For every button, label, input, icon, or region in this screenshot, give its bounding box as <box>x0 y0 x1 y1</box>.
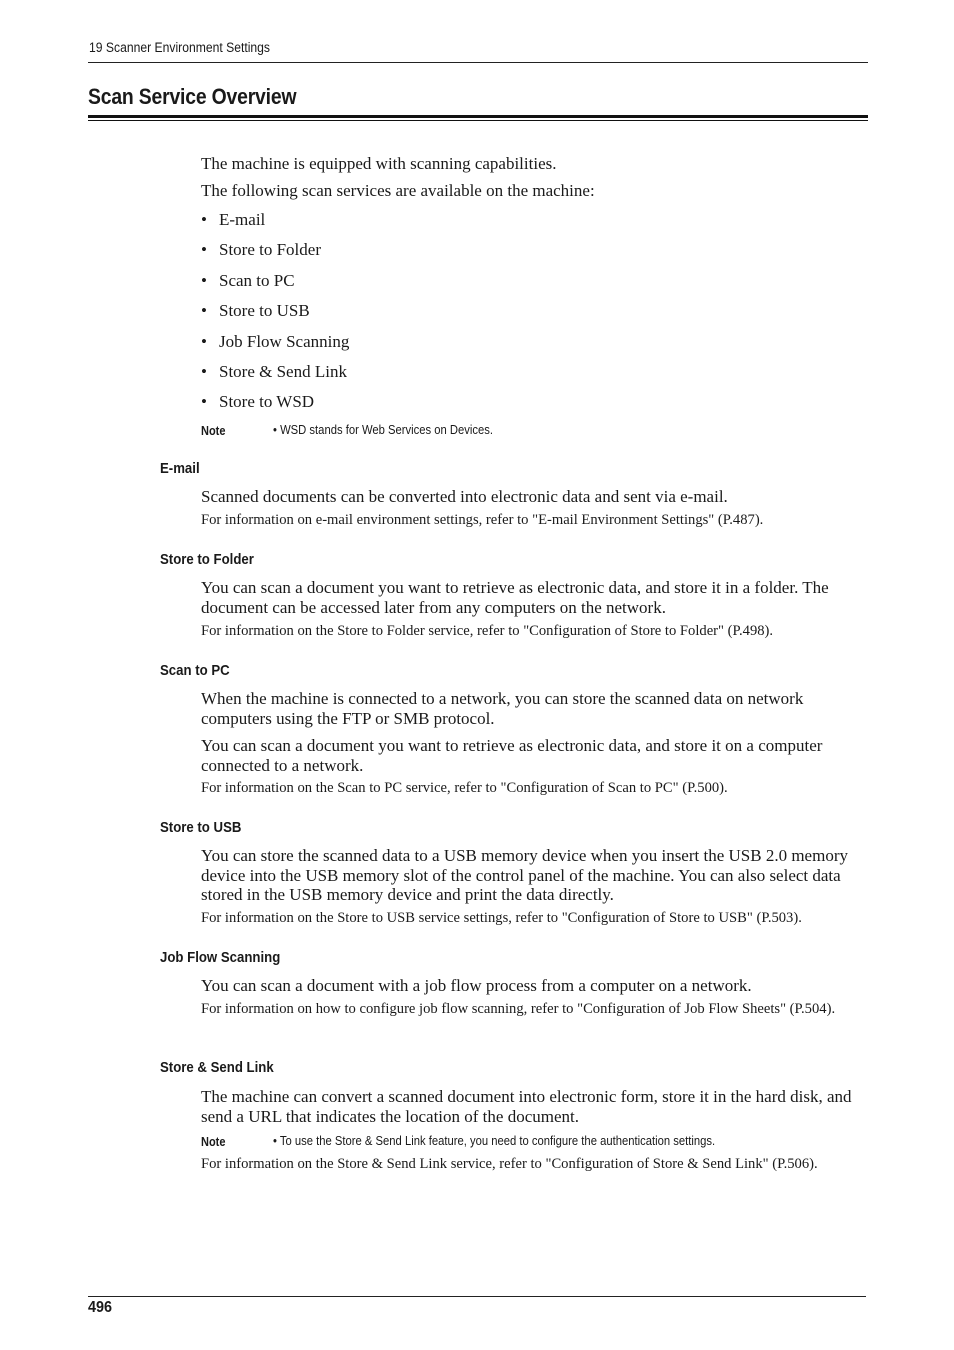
title-rule-thick <box>88 115 868 118</box>
email-body: Scanned documents can be converted into electronic data and sent via e-mail. <box>201 487 728 506</box>
running-head: 19 Scanner Environment Settings <box>89 40 271 55</box>
service-item-label: Store & Send Link <box>219 362 347 381</box>
job-flow-body: You can scan a document with a job flow process from a computer on a network. <box>201 976 752 995</box>
section-heading-scan-to-pc: Scan to PC <box>160 662 230 679</box>
service-list-item <box>201 240 321 260</box>
service-item-label: Store to WSD <box>219 392 315 411</box>
scan-to-pc-reference: For information on the Scan to PC service, refer to "Configuration of Scan to PC" (P.500). <box>201 780 728 796</box>
service-list-item <box>201 362 347 382</box>
service-list-item <box>201 210 265 230</box>
bullet-glyph: • <box>201 392 207 411</box>
store-to-usb-body: You can store the scanned data to a USB memory device when you insert the USB 2.0 memory device into the USB memory slot of the control panel of the machine. You can also select data stored in the USB memory device and print the data directly. <box>201 846 848 904</box>
note-text: • WSD stands for Web Services on Devices. <box>273 423 494 437</box>
service-item-label: E-mail <box>219 210 266 229</box>
intro-line-1: The machine is equipped with scanning capabilities. <box>201 154 557 173</box>
service-item-label: Store to Folder <box>219 240 321 259</box>
bullet-glyph: • <box>201 240 207 259</box>
section-heading-job-flow: Job Flow Scanning <box>160 949 281 966</box>
note-label: Note <box>201 1135 226 1149</box>
footer-divider <box>88 1296 866 1297</box>
scan-to-pc-body-2: You can scan a document you want to retrieve as electronic data, and store it on a computer connected to a network. <box>201 736 823 775</box>
service-item-label: Store to USB <box>219 301 310 320</box>
service-item-label: Scan to PC <box>219 271 295 290</box>
bullet-glyph: • <box>201 271 207 290</box>
page-title: Scan Service Overview <box>88 84 297 109</box>
header-divider <box>88 62 868 63</box>
section-heading-email: E-mail <box>160 460 200 477</box>
bullet-glyph: • <box>201 210 207 229</box>
service-list-item <box>201 271 295 291</box>
bullet-glyph: • <box>201 362 207 381</box>
bullet-glyph: • <box>201 301 207 320</box>
store-to-folder-reference: For information on the Store to Folder service, refer to "Configuration of Store to Folder" (P.498). <box>201 623 774 639</box>
bullet-glyph: • <box>201 332 207 351</box>
service-item-label: Job Flow Scanning <box>219 332 350 351</box>
store-send-link-body: The machine can convert a scanned document into electronic form, store it in the hard disk, and send a URL that indicates the location of the document. <box>201 1087 852 1126</box>
section-heading-store-to-folder: Store to Folder <box>160 551 254 568</box>
store-to-folder-body: You can scan a document you want to retrieve as electronic data, and store it in a folder. The document can be accessed later from any computers on the network. <box>201 578 829 617</box>
scan-to-pc-body-1: When the machine is connected to a network, you can store the scanned data on network computers using the FTP or SMB protocol. <box>201 689 804 728</box>
service-list-item <box>201 301 310 321</box>
service-list-item <box>201 332 349 352</box>
job-flow-reference: For information on how to configure job flow scanning, refer to "Configuration of Job Flow Sheets" (P.504). <box>201 1001 836 1017</box>
store-to-usb-reference: For information on the Store to USB service settings, refer to "Configuration of Store to USB" (P.503). <box>201 910 802 926</box>
note-text: • To use the Store & Send Link feature, you need to configure the authentication settings. <box>273 1134 716 1148</box>
page-number: 496 <box>88 1299 113 1316</box>
note-label: Note <box>201 424 226 438</box>
service-list-item <box>201 392 314 412</box>
section-heading-store-to-usb: Store to USB <box>160 819 242 836</box>
title-rule-thin <box>88 120 868 121</box>
email-reference: For information on e-mail environment settings, refer to "E-mail Environment Settings" (P.487). <box>201 512 764 528</box>
intro-line-2: The following scan services are available on the machine: <box>201 181 595 200</box>
store-send-link-reference: For information on the Store & Send Link service, refer to "Configuration of Store & Send Link" (P.506). <box>201 1156 818 1172</box>
section-heading-store-send-link: Store & Send Link <box>160 1059 274 1076</box>
